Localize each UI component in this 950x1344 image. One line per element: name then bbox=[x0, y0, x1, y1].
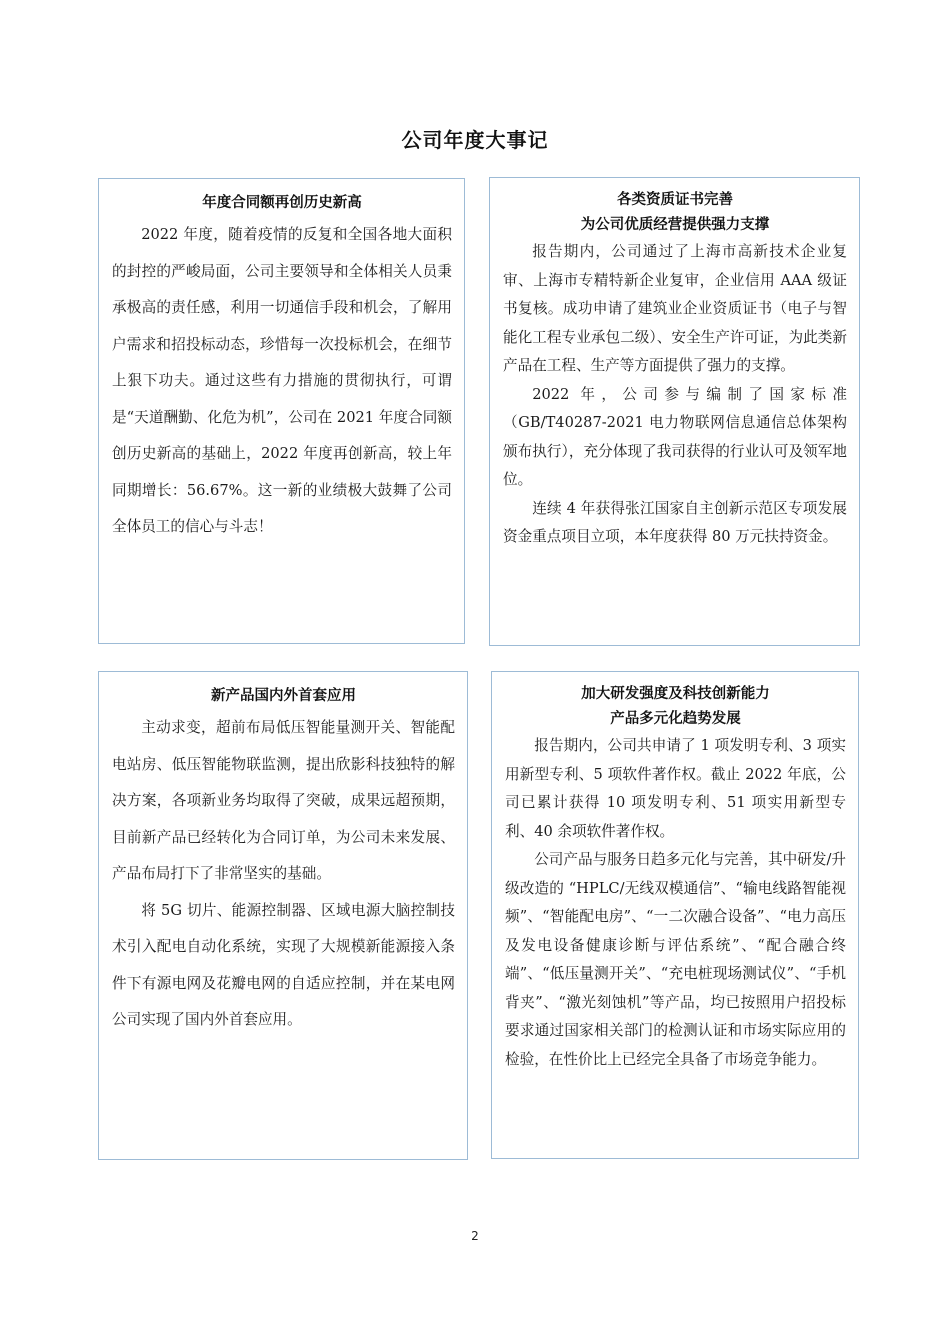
event-box-new-product bbox=[98, 671, 468, 1160]
event-box-certificates bbox=[489, 177, 860, 646]
box-paragraph: 连续 4 年获得张江国家自主创新示范区专项发展资金重点项目立项，本年度获得 80 万元扶持资金。 bbox=[503, 499, 847, 545]
box-paragraph: 主动求变，超前布局低压智能量测开关、智能配电站房、低压智能物联监测，提出欣影科技独特的解决方案，各项新业务均取得了突破，成果远超预期，目前新产品已经转化为合同订单，为公司未来发展、产品布局打下了非常坚实的基础。 bbox=[112, 719, 455, 882]
box-paragraph: 2022 年，公司参与编制了国家标准（GB/T40287-2021 电力物联网信息通信总体架构颁布执行），充分体现了我司获得的行业认可及领军地位。 bbox=[503, 385, 847, 488]
event-box-rd-innovation bbox=[491, 671, 859, 1159]
box-paragraph: 将 5G 切片、能源控制器、区域电源大脑控制技术引入配电自动化系统，实现了大规模新能源接入条件下有源电网及花瓣电网的自适应控制，并在某电网公司实现了国内外首套应用。 bbox=[112, 901, 455, 1028]
box-paragraph: 公司产品与服务日趋多元化与完善，其中研发/升级改造的 “HPLC/无线双模通信”、“输电线路智能视频”、“智能配电房”、“一二次融合设备”、“电力高压及发电设备健康诊断与评估系统”、“配合融合终端”、“低压量测开关”、“充电桩现场测试仪”、“手机背夹”、“激光刻蚀机”等产品，均已按照用户招投标要求通过国家相关部门的检测认证和市场实际应用的检验，在性价比上已经完全具备了市场竞争能力。 bbox=[505, 851, 846, 1068]
box-title-line-2: 产品多元化趋势发展 bbox=[610, 711, 741, 727]
event-box-contract-record bbox=[98, 178, 465, 644]
box-title: 年度合同额再创历史新高 bbox=[202, 195, 362, 211]
box-title-line-2: 为公司优质经营提供强力支撑 bbox=[580, 217, 770, 233]
page-title: 公司年度大事记 bbox=[401, 128, 549, 152]
box-paragraph: 报告期内，公司通过了上海市高新技术企业复审、上海市专精特新企业复审，企业信用 AAA 级证书复核。成功申请了建筑业企业资质证书（电子与智能化工程专业承包二级）、安全生产许可证，为此类新产品在工程、生产等方面提供了强力的支撑。 bbox=[503, 243, 847, 374]
box-paragraph: 2022 年度，随着疫情的反复和全国各地大面积的封控的严峻局面，公司主要领导和全体相关人员秉承极高的责任感，利用一切通信手段和机会，了解用户需求和招投标动态，珍惜每一次投标机会，在细节上狠下功夫。通过这些有力措施的贯彻执行，可谓是“天道酬勤、化危为机”，公司在 2021 年度合同额创历史新高的基础上，2022 年度再创新高，较上年同期增长：56.67%。这一新的业绩极大鼓舞了公司全体员工的信心与斗志！ bbox=[112, 226, 452, 535]
box-title-line-1: 加大研发强度及科技创新能力 bbox=[581, 686, 770, 702]
box-paragraph: 报告期内，公司共申请了 1 项发明专利、3 项实用新型专利、5 项软件著作权。截止 2022 年底，公司已累计获得 10 项发明专利、51 项实用新型专利、40 余项软件著作权。 bbox=[505, 737, 846, 840]
page-number: 2 bbox=[471, 1229, 479, 1243]
box-title-line-1: 各类资质证书完善 bbox=[617, 192, 733, 208]
box-title: 新产品国内外首套应用 bbox=[211, 688, 356, 704]
